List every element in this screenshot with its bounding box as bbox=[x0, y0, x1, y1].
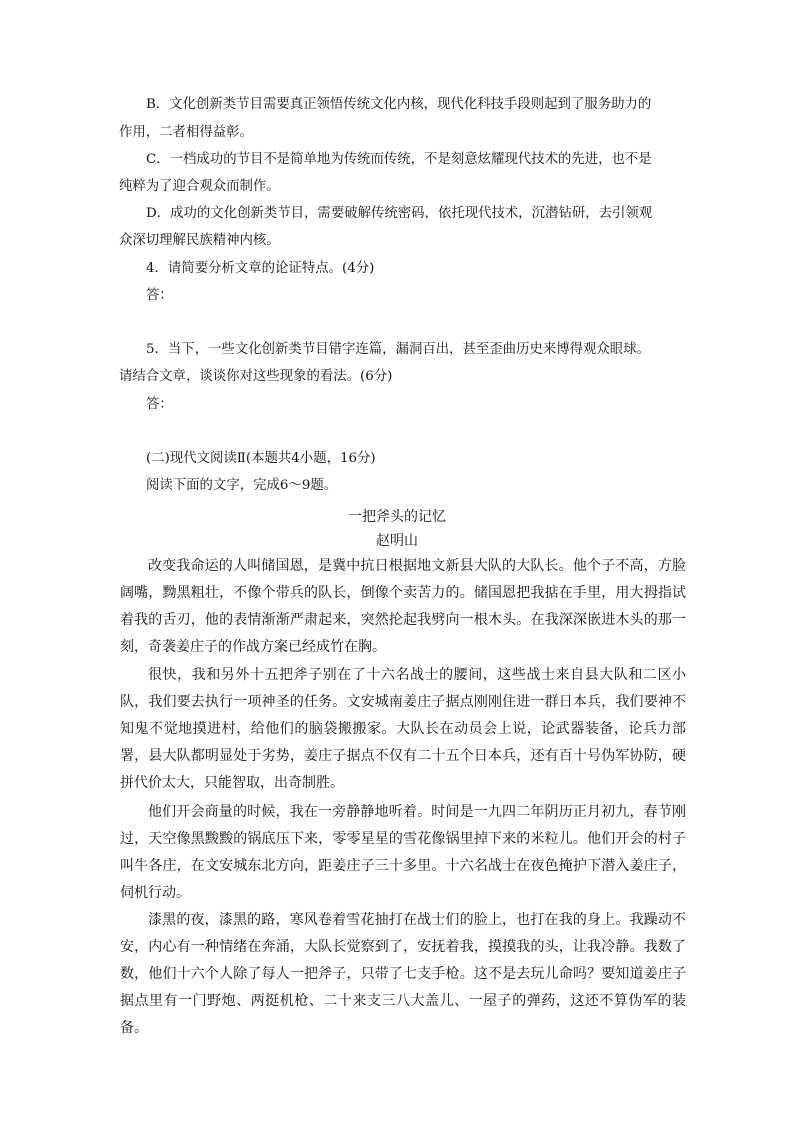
question-4: 4．请简要分析文章的论证特点。(4分) bbox=[146, 261, 375, 276]
option-c-line-2: 纯粹为了迎合观众而制作。 bbox=[119, 179, 280, 194]
section-heading: (二)现代文阅读Ⅱ(本题共4小题，16分) bbox=[146, 451, 376, 466]
question-5-line-2: 请结合文章，谈谈你对这些现象的看法。(6分) bbox=[119, 369, 393, 384]
option-b-line-2: 作用，二者相得益彰。 bbox=[119, 125, 253, 140]
story-paragraph-3: 他们开会商量的时候，我在一旁静静地听着。时间是一九四二年阴历正月初九，春节刚过，天空像黑黢黢的锅底压下来，零零星星的雪花像锅里掉下来的米粒儿。他们开会的村子叫牛各庄，在文安城东北方向，距姜庄子三十多里。十六名战士在夜色掩护下潜入姜庄子，伺机行动。 bbox=[120, 804, 686, 901]
answer-label-4: 答： bbox=[146, 288, 173, 303]
question-5-line-1: 5．当下，一些文化创新类节目错字连篇，漏洞百出，甚至歪曲历史来博得观众眼球。 bbox=[146, 342, 650, 357]
option-d-line-2: 众深切理解民族精神内核。 bbox=[119, 233, 280, 248]
story-author: 赵明山 bbox=[376, 533, 418, 549]
story-title: 一把斧头的记忆 bbox=[348, 509, 446, 525]
option-c-line-1: C．一档成功的节目不是简单地为传统而传统，不是刻意炫耀现代技术的先进，也不是 bbox=[146, 152, 652, 167]
answer-label-5: 答： bbox=[146, 397, 173, 412]
story-paragraph-4: 漆黑的夜，漆黑的路，寒风卷着雪花抽打在战士们的脸上，也打在我的身上。我躁动不安，内心有一种情绪在奔涌，大队长觉察到了，安抚着我，摸摸我的头，让我冷静。我数了数，他们十六个人除了每人一把斧子，只带了七支手枪。这不是去玩儿命吗？要知道姜庄子据点里有一门野炮、两挺机枪、二十来支三八大盖儿、一屋子的弹药，这还不算伪军的装备。 bbox=[120, 912, 686, 1036]
section-instruction: 阅读下面的文字，完成6～9题。 bbox=[146, 478, 338, 493]
story-paragraph-1: 改变我命运的人叫储国恩，是冀中抗日根据地文新县大队的大队长。他个子不高，方脸阔嘴，黝黑粗壮，不像个带兵的队长，倒像个卖苦力的。储国恩把我掂在手里，用大拇指试着我的舌刃，他的表情渐渐严肃起来，突然抡起我劈向一根木头。在我深深嵌进木头的那一刻，奇袭姜庄子的作战方案已经成竹在胸。 bbox=[120, 558, 686, 655]
story-paragraph-2: 很快，我和另外十五把斧子别在了十六名战士的腰间，这些战士来自县大队和二区小队，我们要去执行一项神圣的任务。文安城南姜庄子据点刚刚住进一群日本兵，我们要神不知鬼不觉地摸进村，给他们的脑袋搬搬家。大队长在动员会上说，论武器装备，论兵力部署，县大队都明显处于劣势，姜庄子据点不仅有二十五个日本兵，还有百十号伪军协防，硬拼代价太大，只能智取，出奇制胜。 bbox=[120, 667, 686, 791]
option-d-line-1: D．成功的文化创新类节目，需要破解传统密码，依托现代技术，沉潜钻研，去引领观 bbox=[146, 206, 653, 221]
option-b-line-1: B．文化创新类节目需要真正领悟传统文化内核，现代化科技手段则起到了服务助力的 bbox=[146, 97, 652, 112]
